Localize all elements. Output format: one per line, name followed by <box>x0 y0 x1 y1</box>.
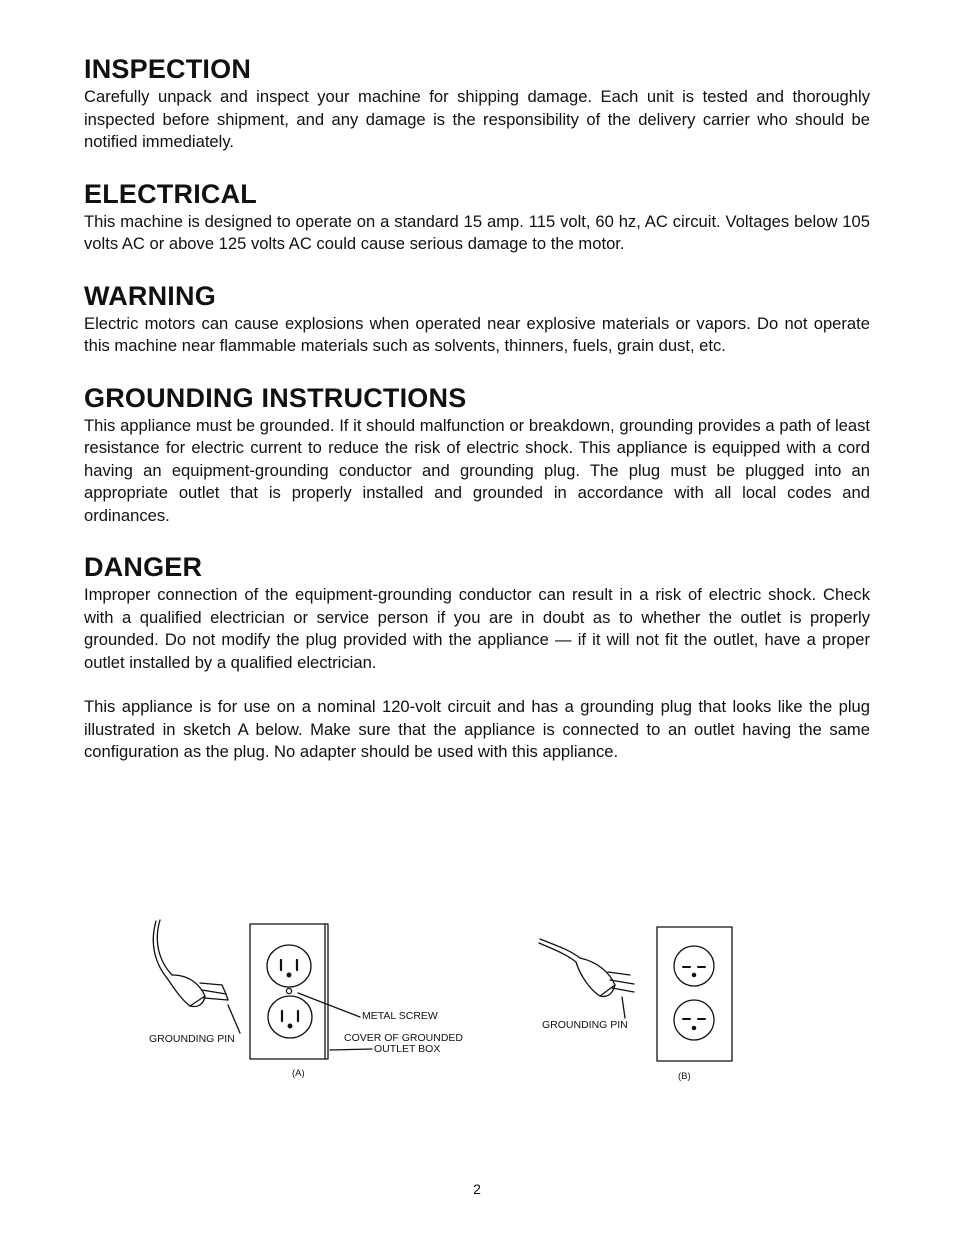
danger-text-2: This appliance is for use on a nominal 120-volt circuit and has a grounding plug that looks like the plug illustrated in sketch A below. Make sure that the appliance is connected to an outlet having the same configuration as the plug. No adapter should be used with this appliance. <box>84 697 870 761</box>
figure-b-caption: (B) <box>678 1071 691 1082</box>
grounding-text: This appliance must be grounded. If it should malfunction or breakdown, grounding provides a path of least resistance for electric current to reduce the risk of electric shock. This appliance is equipped with a cord having an equipment-grounding conductor and grounding plug. The plug must be plugged into an appropriate outlet that is properly installed and grounded in accordance with all local codes and ordinances. <box>84 415 870 525</box>
warning-text: Electric motors can cause explosions when operated near explosive materials or vapors. Do not operate this machine near flammable materials such as solvents, thinners, fuels, grain dust, etc. <box>84 313 870 355</box>
outlet-cover-label-line2: OUTLET BOX <box>374 1043 441 1055</box>
electrical-heading: ELECTRICAL <box>84 178 257 209</box>
inspection-heading: INSPECTION <box>84 54 252 84</box>
figure-a-caption: (A) <box>292 1068 305 1079</box>
inspection-section <box>84 52 870 154</box>
grounding-pin-label-b: GROUNDING PIN <box>542 1019 628 1031</box>
danger-section <box>84 550 870 764</box>
grounded-outlet-drawing-b <box>657 927 732 1061</box>
electrical-section <box>84 177 870 256</box>
warning-section <box>84 279 870 358</box>
warning-heading: WARNING <box>84 280 216 311</box>
outlet-cover-label-line1: COVER OF GROUNDED <box>344 1032 464 1044</box>
page-number: 2 <box>473 1181 481 1197</box>
grounded-plug-drawing-b <box>539 939 634 996</box>
grounding-pin-label-a: GROUNDING PIN <box>149 1033 235 1045</box>
electrical-text: This machine is designed to operate on a standard 15 amp. 115 volt, 60 hz, AC circuit. Voltages below 105 volts AC or above 125 volts AC could cause serious damage to the motor. <box>84 211 870 253</box>
grounding-section <box>84 381 870 528</box>
grounding-heading: GROUNDING INSTRUCTIONS <box>84 382 467 413</box>
inspection-text: Carefully unpack and inspect your machine for shipping damage. Each unit is tested and thoroughly inspected before shipment, and any damage is the responsibility of the delivery carrier who should be notified immediately. <box>84 87 870 151</box>
document-body <box>84 52 870 787</box>
grounded-outlet-drawing-a <box>250 924 328 1059</box>
danger-heading: DANGER <box>84 552 203 582</box>
grounded-plug-drawing-a <box>153 920 228 1007</box>
metal-screw-label: METAL SCREW <box>362 1010 438 1022</box>
danger-text-1: Improper connection of the equipment-grounding conductor can result in a risk of electric shock. Check with a qualified electrician or service person if you are in doubt as to whether the outlet is properly grounded. Do not modify the plug provided with the appliance — if it will not fit the outlet, have a proper outlet installed by a qualified electrician. <box>84 585 870 672</box>
